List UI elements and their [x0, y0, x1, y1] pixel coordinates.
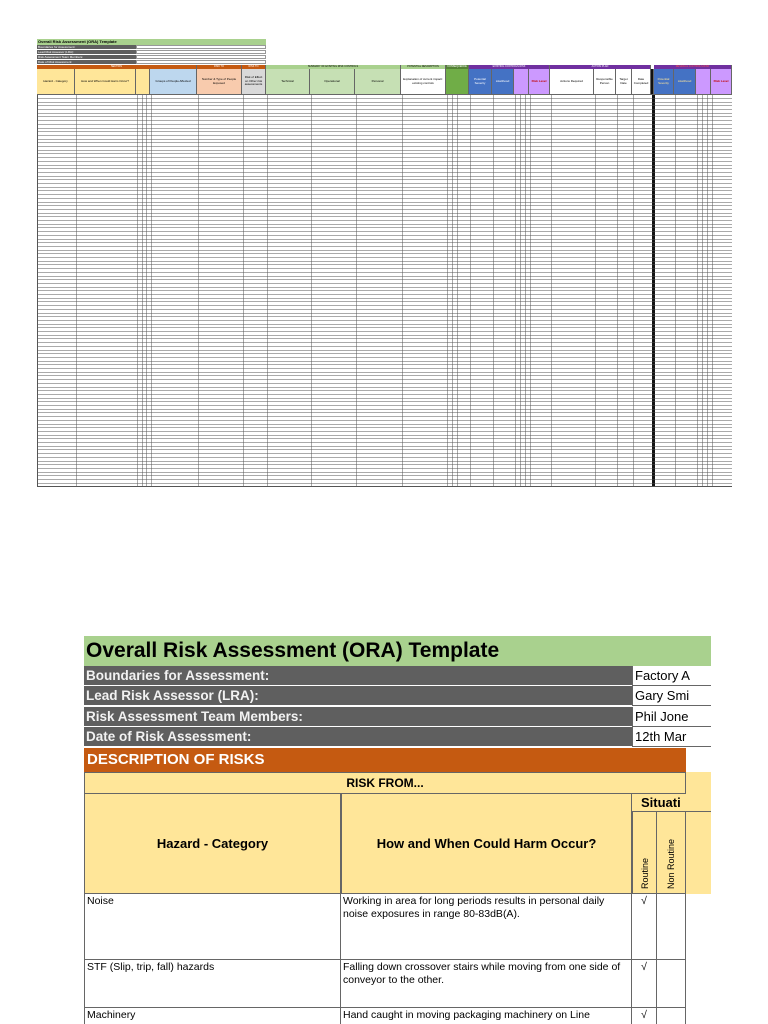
thumb-hdr-spacer — [514, 69, 529, 95]
meta-label-lead-assessor: Lead Risk Assessor (LRA): — [84, 686, 632, 706]
cell-non-routine[interactable] — [657, 1008, 686, 1024]
risk-from-heading: RISK FROM... — [84, 772, 686, 794]
thumb-meta-label: Risk Assessment Team Members: — [37, 55, 136, 59]
sheet-thumbnail — [37, 39, 732, 489]
thumb-band-risk-to-2: RISK TO — [242, 65, 266, 69]
thumb-hdr-res-severity: Potential Severity — [654, 69, 674, 95]
column-header-how[interactable]: How and When Could Harm Occur? — [341, 794, 632, 894]
thumb-meta-label: Date of Risk Assessment: — [37, 60, 136, 64]
meta-value-lead-assessor[interactable]: Gary Smi — [632, 686, 711, 706]
thumb-hdr-res-likelihood: Likelihood — [674, 69, 696, 95]
description-heading: DESCRIPTION OF RISKS — [84, 748, 686, 772]
thumb-band-residual: RESIDUAL CONTROLS RISK — [654, 65, 732, 69]
thumb-meta-value — [136, 60, 266, 64]
thumb-hdr-consequence — [446, 69, 469, 95]
thumb-band-risk-to: RISK TO — [197, 65, 242, 69]
thumb-hdr-risk-others: Risk of Effect on Other risk assessments — [242, 69, 266, 95]
cell-how[interactable]: Hand caught in moving packaging machinery on Line — [341, 1008, 632, 1024]
thumb-title: Overall Risk Assessment (ORA) Template — [37, 39, 266, 45]
header-fill — [686, 772, 711, 894]
thumb-hdr-operational: Operational — [310, 69, 355, 95]
cell-routine[interactable]: √ — [632, 894, 657, 960]
sheet-zoom — [84, 636, 711, 1024]
cell-hazard[interactable]: Machinery — [84, 1008, 341, 1024]
thumb-hdr-likelihood: Likelihood — [492, 69, 514, 95]
thumb-hdr-number: Number & Type of People Exposed — [197, 69, 242, 95]
cell-hazard[interactable]: Noise — [84, 894, 341, 960]
thumb-band-potential: POTENTIAL DESCRIPTION — [401, 65, 446, 69]
thumb-hdr-personal: Personal — [355, 69, 401, 95]
thumb-band-existing: EXISTING CONTROLS RISK — [469, 65, 550, 69]
cell-routine[interactable]: √ — [632, 1008, 657, 1024]
thumb-hdr-risk-level: Risk Level — [529, 69, 550, 95]
sheet-title: Overall Risk Assessment (ORA) Template — [84, 636, 711, 666]
thumb-band-action: ACTION PLAN — [550, 65, 651, 69]
meta-label-boundaries: Boundaries for Assessment: — [84, 666, 632, 686]
cell-how[interactable]: Falling down crossover stairs while moving from one side of conveyor to the other. — [341, 960, 632, 1008]
thumb-hdr-severity: Potential Severity — [469, 69, 492, 95]
thumb-hdr-completed: Date Completed — [632, 69, 651, 95]
column-header-situation[interactable]: Situati — [632, 794, 711, 812]
thumb-hdr-hazard: Hazard - Category — [37, 69, 75, 95]
meta-label-date: Date of Risk Assessment: — [84, 727, 632, 747]
non-routine-label: Non Routine — [666, 838, 676, 889]
thumb-hdr-who: Groups of People Affected — [150, 69, 197, 95]
thumb-meta-label: Lead Risk Assessor (LRA): — [37, 50, 136, 54]
thumb-hdr-situation — [136, 69, 150, 95]
thumb-band-controls: SUMMARY OF EXISTING RISK CONTROLS — [266, 65, 401, 69]
thumb-hdr-actions: Actions Required — [550, 69, 594, 95]
thumb-hdr-how: How and When Could Harm Occur? — [75, 69, 136, 95]
cell-routine[interactable]: √ — [632, 960, 657, 1008]
cell-non-routine[interactable] — [657, 960, 686, 1008]
thumb-hdr-target: Target Date — [616, 69, 632, 95]
meta-value-boundaries[interactable]: Factory A — [632, 666, 711, 686]
meta-value-team[interactable]: Phil Jone — [632, 707, 711, 727]
thumb-hdr-res-spacer — [696, 69, 711, 95]
thumb-meta-value — [136, 45, 266, 49]
cell-hazard[interactable]: STF (Slip, trip, fall) hazards — [84, 960, 341, 1008]
thumb-band-consequence: CONSEQUENCE — [446, 65, 469, 69]
cell-how[interactable]: Working in area for long periods results in personal daily noise exposures in range 80-83dB(A). — [341, 894, 632, 960]
column-header-hazard[interactable]: Hazard - Category — [84, 794, 341, 894]
column-header-non-routine[interactable] — [657, 812, 686, 894]
column-header-routine[interactable] — [632, 812, 657, 894]
thumb-grid — [37, 95, 732, 487]
meta-value-date[interactable]: 12th Mar — [632, 727, 711, 747]
cell-non-routine[interactable] — [657, 894, 686, 960]
routine-label: Routine — [639, 857, 650, 889]
thumb-hdr-responsible: Responsible Person — [594, 69, 616, 95]
thumb-hdr-impact: Explanation of current impact: existing controls — [401, 69, 446, 95]
thumb-hdr-res-risk-level: Risk Level — [711, 69, 732, 95]
thumb-meta-label: Boundaries for Assessment: — [37, 45, 136, 49]
thumb-band-section: SECTION — [37, 65, 197, 69]
thumb-hdr-technical: Technical — [266, 69, 310, 95]
thumb-meta-value — [136, 50, 266, 54]
meta-label-team: Risk Assessment Team Members: — [84, 707, 632, 727]
thumb-meta-value — [136, 55, 266, 59]
